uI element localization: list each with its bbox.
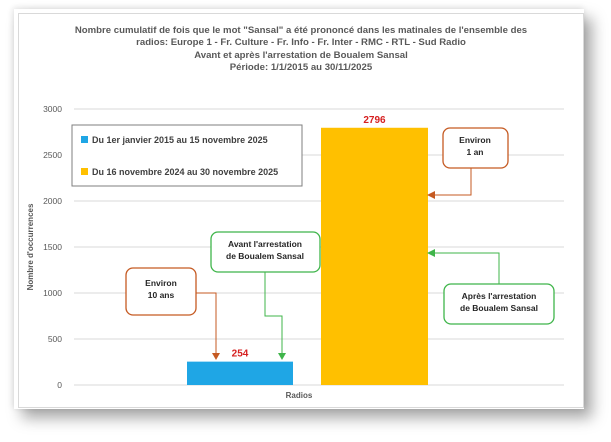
y-tick-labels [43,104,62,390]
bar-value-label-2: 2796 [363,114,386,126]
bar-2 [321,128,428,385]
callout-apres-arrowhead [427,249,435,257]
y-tick-label: 3000 [43,104,62,114]
callout-1-an-arrowhead [427,191,435,199]
callout-avant-connector [265,272,282,359]
callout-avant-line-1: Avant l'arrestation [228,239,302,249]
legend-label-2: Du 16 novembre 2024 au 30 novembre 2025 [92,167,279,177]
y-tick-label: 500 [47,334,62,344]
y-tick-label: 2000 [43,196,62,206]
title-line-4: Période: 1/1/2015 au 30/11/2025 [229,62,373,74]
chart-panel [18,13,584,408]
title-line-1: Nombre cumulatif de fois que le mot "Sansal" a été prononcé dans les matinales de l'ensemble des [74,25,528,36]
legend [72,125,302,186]
title-line-2: radios: Europe 1 - Fr. Culture - Fr. Info - Fr. Inter - RMC - RTL - Sud Radio [136,37,466,49]
title-line-3: Avant et après l'arrestation de Boualem Sansal [194,49,408,61]
legend-label-1: Du 1er janvier 2015 au 15 novembre 2025 [92,135,268,145]
callout-1-an-connector [428,168,471,195]
x-axis-label: Radios [285,391,313,400]
callout-apres-connector [428,253,499,284]
callout-apres-line-2: de Boualem Sansal [460,303,538,313]
callout-10-ans-line-1: Environ [145,278,177,288]
y-tick-label: 1000 [43,288,62,298]
legend-swatch-2 [81,168,88,175]
y-tick-label: 0 [57,380,62,390]
callout-10-ans-connector [196,293,216,359]
callout-environ-10-ans [126,268,220,360]
callout-10-ans-line-2: 10 ans [147,290,175,300]
bar-value-label-1: 254 [231,348,249,360]
callout-1-an-line-1: Environ [459,135,491,145]
callout-apres-line-1: Après l'arrestation [461,291,537,301]
callout-1-an-line-2: 1 an [466,147,484,157]
callout-environ-1-an [427,128,508,199]
callout-apres [427,249,554,324]
callout-avant [211,232,320,360]
callout-avant-line-2: de Boualem Sansal [226,251,304,261]
bar-1 [187,362,293,385]
chart-svg [19,14,583,407]
y-tick-label: 1500 [43,242,62,252]
callout-10-ans-arrowhead [212,353,220,360]
legend-swatch-1 [81,136,88,143]
y-axis-label: Nombre d'occurrences [26,203,35,291]
y-tick-label: 2500 [43,150,62,160]
callout-avant-arrowhead [278,353,286,360]
